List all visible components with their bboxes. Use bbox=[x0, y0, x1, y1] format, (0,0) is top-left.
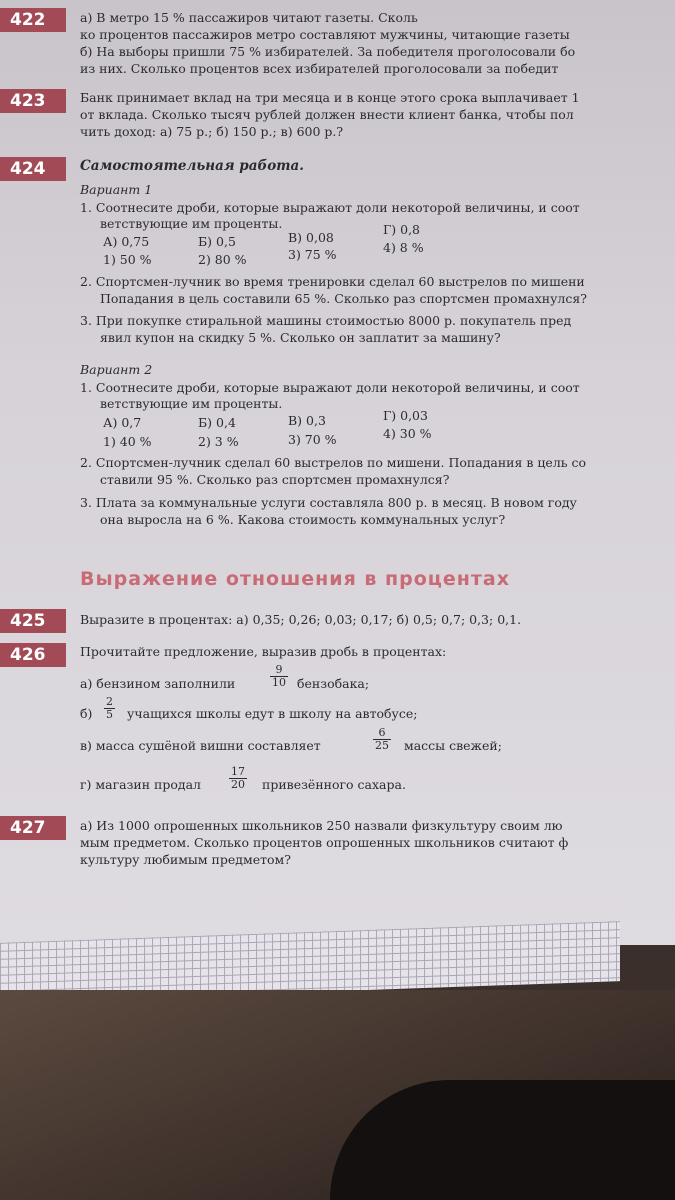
p426-d-fraction bbox=[229, 766, 247, 791]
p426-a-denominator: 10 bbox=[272, 676, 286, 689]
p426-a-post: бензобака; bbox=[297, 676, 370, 691]
v1-q1-line1: 1. Соотнесите дроби, которые выражают доли некоторой величины, и соот bbox=[80, 200, 580, 215]
v2-percent-4: 4) 30 % bbox=[383, 426, 432, 441]
variant2-title: Вариант 2 bbox=[80, 362, 153, 377]
v1-q3-line1: 3. При покупке стиральной машины стоимостью 8000 р. покупатель пред bbox=[80, 313, 572, 328]
v2-q2-line2: ставили 95 %. Сколько раз спортсмен промахнулся? bbox=[100, 472, 450, 487]
problem-number-426: 426 bbox=[0, 643, 66, 667]
section-heading: Выражение отношения в процентах bbox=[80, 568, 510, 590]
p422-line3: б) На выборы пришли 75 % избирателей. За победителя проголосовали бо bbox=[80, 44, 576, 59]
p422-line1: а) В метро 15 % пассажиров читают газеты. Сколь bbox=[80, 10, 418, 25]
p426-b-fraction bbox=[104, 696, 115, 721]
v1-fraction-a: А) 0,75 bbox=[103, 234, 150, 249]
p427-line2: мым предметом. Сколько процентов опрошенных школьников считают ф bbox=[80, 835, 569, 850]
p426-d-post: привезённого сахара. bbox=[262, 777, 406, 792]
p424-title: Самостоятельная работа. bbox=[80, 158, 304, 174]
variant1-title: Вариант 1 bbox=[80, 182, 153, 197]
v2-percent-1: 1) 40 % bbox=[103, 434, 152, 449]
p423-line2: от вклада. Сколько тысяч рублей должен внести клиент банка, чтобы пол bbox=[80, 107, 574, 122]
p427-line3: культуру любимым предметом? bbox=[80, 852, 291, 867]
v1-percent-2: 2) 80 % bbox=[198, 252, 247, 267]
p426-d-pre: г) магазин продал bbox=[80, 777, 201, 792]
p426-d-denominator: 20 bbox=[231, 778, 245, 791]
v1-percent-3: 3) 75 % bbox=[288, 247, 337, 262]
p422-line4: из них. Сколько процентов всех избирателей проголосовали за победит bbox=[80, 61, 559, 76]
v2-q3-line1: 3. Плата за коммунальные услуги составляла 800 р. в месяц. В новом году bbox=[80, 495, 577, 510]
v2-q2-line1: 2. Спортсмен-лучник сделал 60 выстрелов по мишени. Попадания в цель со bbox=[80, 455, 587, 470]
v1-q3-line2: явил купон на скидку 5 %. Сколько он заплатит за машину? bbox=[100, 330, 501, 345]
p426-b-pre: б) bbox=[80, 706, 93, 721]
v2-q1-line1: 1. Соотнесите дроби, которые выражают доли некоторой величины, и соот bbox=[80, 380, 580, 395]
p426-b-denominator: 5 bbox=[106, 708, 113, 721]
v2-percent-2: 2) 3 % bbox=[198, 434, 239, 449]
p422-line2: ко процентов пассажиров метро составляют мужчины, читающие газеты bbox=[80, 27, 570, 42]
p426-d-numerator: 17 bbox=[231, 765, 245, 778]
v2-fraction-b: Б) 0,4 bbox=[198, 415, 236, 430]
v1-fraction-c: В) 0,08 bbox=[288, 230, 334, 245]
p426-a-pre: а) бензином заполнили bbox=[80, 676, 236, 691]
p427-line1: а) Из 1000 опрошенных школьников 250 назвали физкультуру своим лю bbox=[80, 818, 563, 833]
problem-number-424: 424 bbox=[0, 157, 66, 181]
v1-q2-line2: Попадания в цель составили 65 %. Сколько раз спортсмен промахнулся? bbox=[100, 291, 587, 306]
problem-number-425: 425 bbox=[0, 609, 66, 633]
p423-line1: Банк принимает вклад на три месяца и в конце этого срока выплачивает 1 bbox=[80, 90, 580, 105]
v2-percent-3: 3) 70 % bbox=[288, 432, 337, 447]
p426-b-numerator: 2 bbox=[106, 695, 113, 708]
p423-line3: чить доход: а) 75 р.; б) 150 р.; в) 600 р.? bbox=[80, 124, 344, 139]
p426-a-numerator: 9 bbox=[270, 664, 288, 677]
v2-q1-line2: ветствующие им проценты. bbox=[100, 396, 283, 411]
v2-q3-line2: она выросла на 6 %. Какова стоимость коммунальных услуг? bbox=[100, 512, 506, 527]
problem-number-423: 423 bbox=[0, 89, 66, 113]
p426-intro: Прочитайте предложение, выразив дробь в процентах: bbox=[80, 644, 447, 659]
p426-c-denominator: 25 bbox=[375, 739, 389, 752]
v1-fraction-d: Г) 0,8 bbox=[383, 222, 421, 237]
p426-c-numerator: 6 bbox=[373, 727, 391, 740]
v1-percent-1: 1) 50 % bbox=[103, 252, 152, 267]
v1-q1-line2: ветствующие им проценты. bbox=[100, 216, 283, 231]
p426-c-post: массы свежей; bbox=[404, 738, 502, 753]
problem-number-427: 427 bbox=[0, 816, 66, 840]
v1-fraction-b: Б) 0,5 bbox=[198, 234, 236, 249]
v1-percent-4: 4) 8 % bbox=[383, 240, 424, 255]
v1-q2-line1: 2. Спортсмен-лучник во время тренировки сделал 60 выстрелов по мишени bbox=[80, 274, 585, 289]
v2-fraction-d: Г) 0,03 bbox=[383, 408, 428, 423]
p426-c-pre: в) масса сушёной вишни составляет bbox=[80, 738, 321, 753]
v2-fraction-c: В) 0,3 bbox=[288, 413, 326, 428]
p425-text: Выразите в процентах: а) 0,35; 0,26; 0,03; 0,17; б) 0,5; 0,7; 0,3; 0,1. bbox=[80, 612, 522, 627]
p426-a-fraction bbox=[270, 664, 288, 689]
problem-number-422: 422 bbox=[0, 8, 66, 32]
p426-c-fraction bbox=[373, 727, 391, 752]
p426-b-post: учащихся школы едут в школу на автобусе; bbox=[127, 706, 418, 721]
v2-fraction-a: А) 0,7 bbox=[103, 415, 142, 430]
